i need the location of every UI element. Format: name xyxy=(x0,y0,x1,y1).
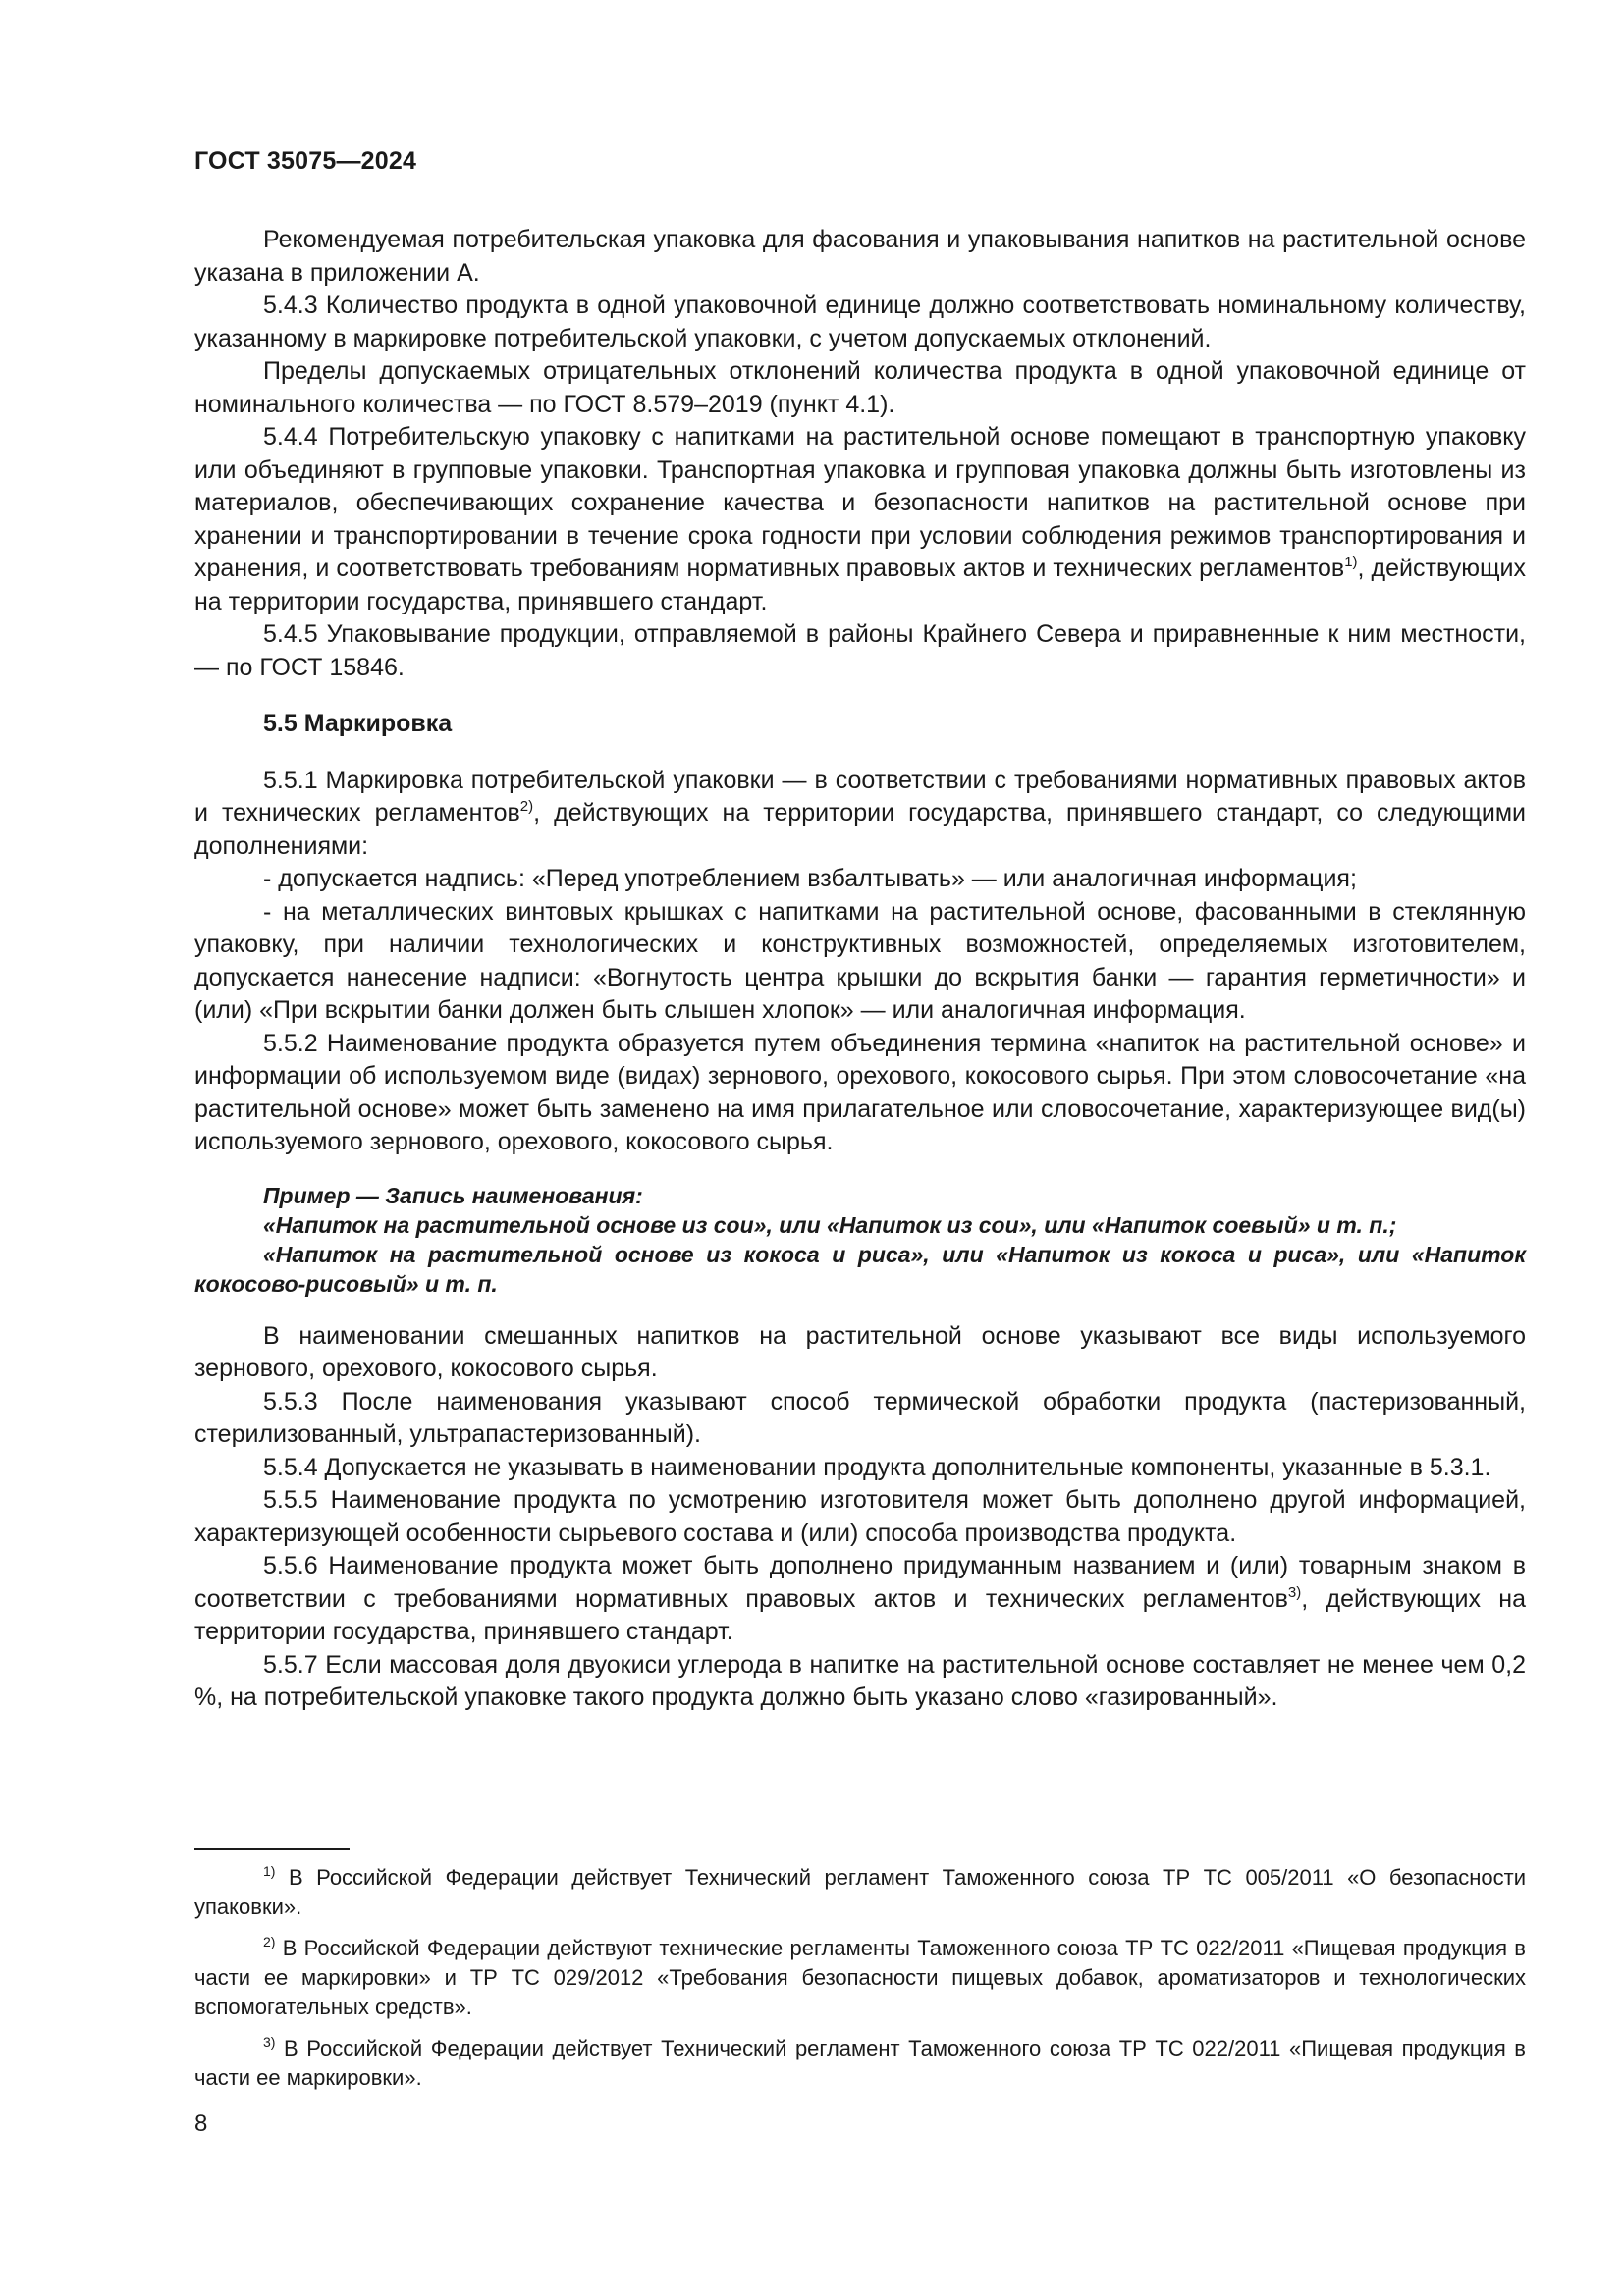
paragraph: Пределы допускаемых отрицательных отклонений количества продукта в одной упаковочной единице от номинального количества — по ГОСТ 8.579–2019 (пункт 4.1). xyxy=(194,357,1526,418)
footnote-divider xyxy=(194,1848,350,1850)
paragraph-text: 5.5.6 Наименование продукта может быть дополнено придуманным названием и (или) товарным знаком в соответствии с требованиями нормативных правовых актов и технических регламентов xyxy=(194,1552,1526,1613)
paragraph-5-5-1 xyxy=(194,765,1526,864)
paragraph-text: 5.4.4 Потребительскую упаковку с напитками на растительной основе помещают в транспортную упаковку или объединяют в групповые упаковки. Транспортная упаковка и групповая упаковка должны быть изготовлены из материалов, обеспечивающих сохранение качества и безопасности напитков на растительной основе при хранении и транспортировании в течение срока годности при условии соблюдения режимов транспортирования и хранения, и соответствовать требованиям нормативных правовых актов и технических регламентов xyxy=(194,423,1526,582)
footnote xyxy=(194,1863,1526,1922)
footnote-text: В Российской Федерации действует Технический регламент Таможенного союза ТР ТС 005/2011 «О безопасности упаковки». xyxy=(194,1865,1526,1919)
page-number: 8 xyxy=(194,2110,208,2137)
paragraph-text: , действующих на территории государства, принявшего стандарт. xyxy=(194,1584,1526,1645)
paragraph-5-4-3: 5.4.3 Количество продукта в одной упаковочной единице должно соответствовать номинальному количеству, указанному в маркировке потребительской упаковки, с учетом допускаемых отклонений. xyxy=(194,292,1526,352)
paragraph-text: , действующих на территории государства, принявшего стандарт. xyxy=(194,555,1526,615)
footnote-text: В Российской Федерации действуют технические регламенты Таможенного союза ТР ТС 022/2011 «Пищевая продукция в части ее маркировки» и ТР ТС 029/2012 «Требования безопасности пищевых добавок, ароматизаторов и технологических вспомогательных средств». xyxy=(194,1936,1526,2019)
footnote xyxy=(194,1934,1526,2022)
list-item: - допускается надпись: «Перед употреблением взбалтывать» — или аналогичная информация; xyxy=(263,865,1357,892)
document-id: ГОСТ 35075—2024 xyxy=(194,147,417,175)
paragraph-5-5-2: 5.5.2 Наименование продукта образуется путем объединения термина «напиток на растительной основе» и информации об используемом виде (видах) зернового, орехового, кокосового сырья. При этом словосочетание «на растительной основе» может быть заменено на имя прилагательное или словосочетание, характеризующее вид(ы) используемого зернового, орехового, кокосового сырья. xyxy=(194,1029,1526,1155)
example-line: «Напиток на растительной основе из сои», или «Напиток из сои», или «Напиток соевый» и т. п.; xyxy=(263,1211,1397,1238)
paragraph-5-5-7: 5.5.7 Если массовая доля двуокиси углерода в напитке на растительной основе составляет не менее чем 0,2 %, на потребительской упаковке такого продукта должно быть указано слово «газированный». xyxy=(194,1650,1526,1711)
paragraph-5-5-5: 5.5.5 Наименование продукта по усмотрению изготовителя может быть дополнено другой информацией, характеризующей особенности сырьевого состава и (или) способа производства продукта. xyxy=(194,1486,1526,1547)
paragraph: Рекомендуемая потребительская упаковка для фасования и упаковывания напитков на растительной основе указана в приложении А. xyxy=(194,226,1526,287)
footnote-text: В Российской Федерации действует Технический регламент Таможенного союза ТР ТС 022/2011 «Пищевая продукция в части ее маркировки». xyxy=(194,2036,1526,2090)
footnote xyxy=(194,2034,1526,2093)
paragraph-5-4-4 xyxy=(194,421,1526,618)
footnote-ref: 1) xyxy=(1344,554,1358,570)
paragraph: В наименовании смешанных напитков на растительной основе указывают все виды используемого зернового, орехового, кокосового сырья. xyxy=(194,1321,1526,1382)
list-item: - на металлических винтовых крышках с напитками на растительной основе, фасованными в стеклянную упаковку, при наличии технологических и конструктивных возможностей, определяемых изготовителем, допускается нанесение надписи: «Вогнутость центра крышки до вскрытия банки — гарантия герметичности» и (или) «При вскрытии банки должен быть слышен хлопок» — или аналогичная информация. xyxy=(194,897,1526,1024)
paragraph-5-5-3: 5.5.3 После наименования указывают способ термической обработки продукта (пастеризованный, стерилизованный, ультрапастеризованный). xyxy=(194,1387,1526,1448)
footnote-ref: 2) xyxy=(519,798,534,815)
paragraph-text: 5.5.1 Маркировка потребительской упаковки — в соответствии с требованиями нормативных правовых актов и технических регламентов xyxy=(194,766,1526,827)
footnote-mark: 1) xyxy=(263,1863,276,1879)
paragraph-5-4-5: 5.4.5 Упаковывание продукции, отправляемой в районы Крайнего Севера и приравненные к ним местности, — по ГОСТ 15846. xyxy=(194,620,1526,681)
paragraph-5-5-4: 5.5.4 Допускается не указывать в наименовании продукта дополнительные компоненты, указанные в 5.3.1. xyxy=(263,1453,1491,1481)
example-title: Пример — Запись наименования: xyxy=(263,1182,643,1208)
footnote-mark: 2) xyxy=(263,1934,276,1949)
footnotes xyxy=(194,1863,1526,2105)
paragraph-text: , действующих на территории государства, принявшего стандарт, со следующими дополнениями: xyxy=(194,799,1526,860)
document-body xyxy=(194,224,1526,1715)
footnote-ref: 3) xyxy=(1287,1583,1302,1601)
paragraph-5-5-6 xyxy=(194,1550,1526,1649)
section-heading: 5.5 Маркировка xyxy=(263,710,453,737)
example-line: «Напиток на растительной основе из кокоса и риса», или «Напиток из кокоса и риса», или «Напиток кокосово-рисовый» и т. п. xyxy=(194,1241,1526,1297)
footnote-mark: 3) xyxy=(263,2034,276,2050)
example-block xyxy=(194,1181,1526,1299)
